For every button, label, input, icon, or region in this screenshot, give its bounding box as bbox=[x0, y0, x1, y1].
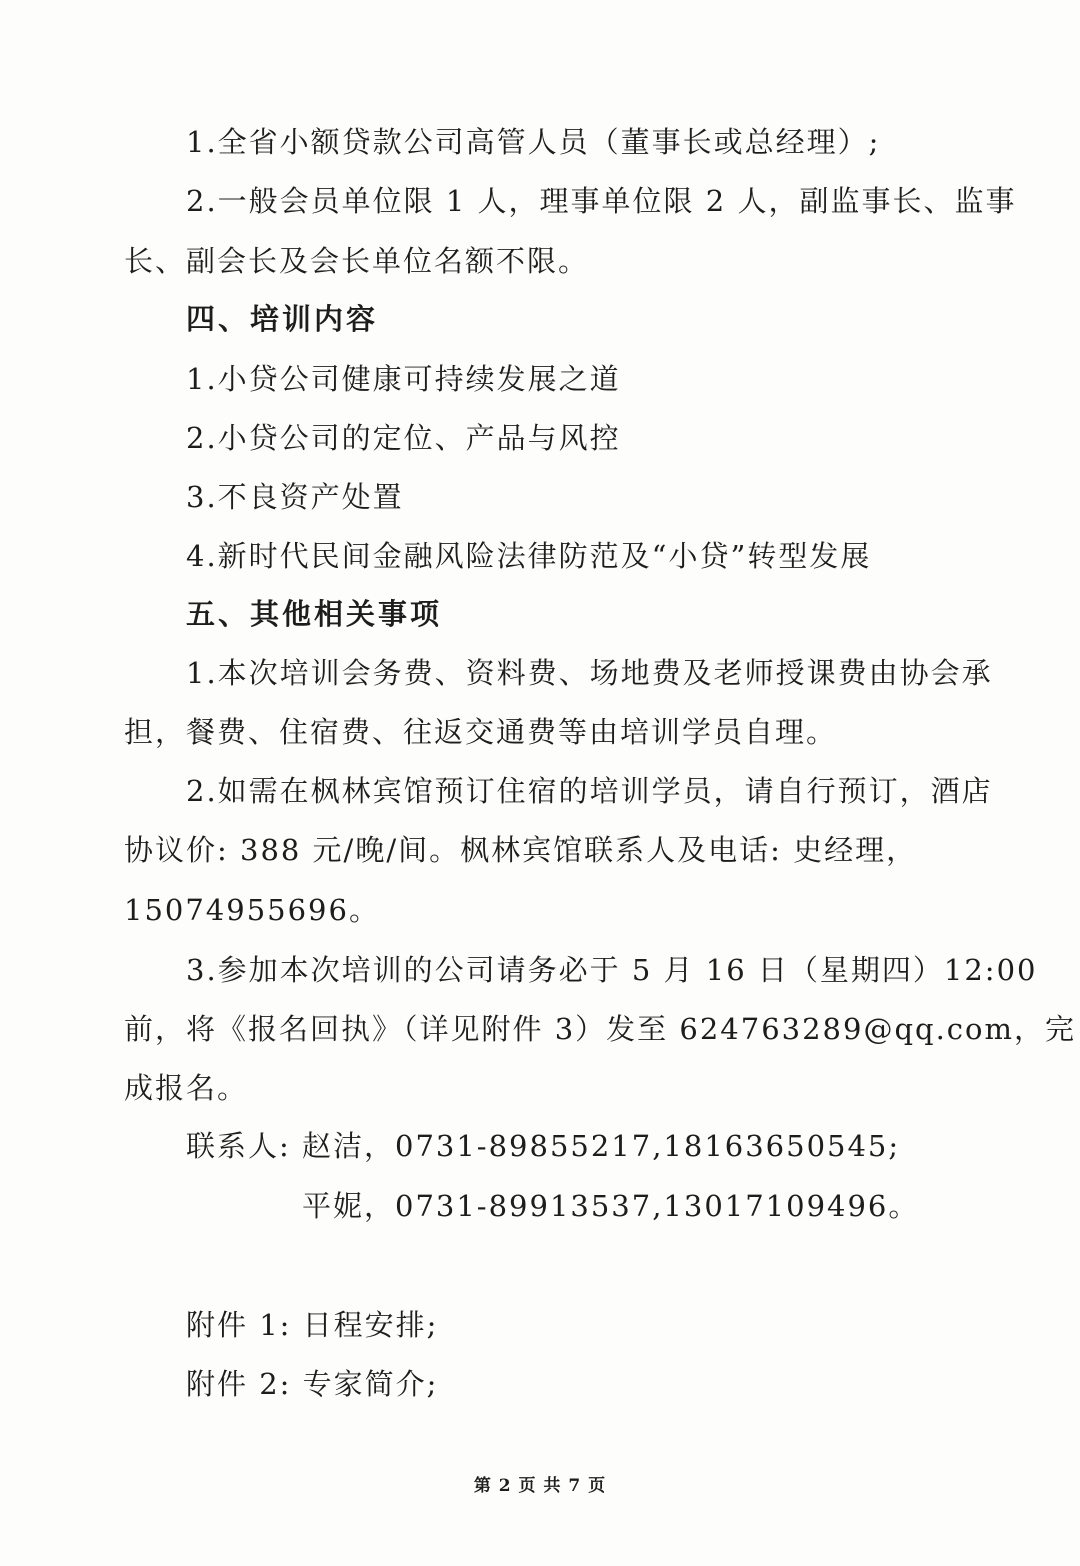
section-5-item-2-line-2: 协议价: 388 元/晚/间。枫林宾馆联系人及电话: 史经理， bbox=[124, 833, 918, 867]
attachment-1: 附件 1: 日程安排; bbox=[186, 1308, 439, 1342]
contacts-label: 联系人: bbox=[186, 1129, 291, 1163]
participants-item-2-line-2: 长、副会长及会长单位名额不限。 bbox=[124, 244, 590, 278]
participants-item-1: 1.全省小额贷款公司高管人员（董事长或总经理）; bbox=[186, 125, 881, 159]
section-5-item-1-line-1: 1.本次培训会务费、资料费、场地费及老师授课费由协会承 bbox=[186, 656, 993, 690]
section-4-item-4: 4.新时代民间金融风险法律防范及“小贷”转型发展 bbox=[186, 539, 872, 573]
section-4-item-1: 1.小贷公司健康可持续发展之道 bbox=[186, 362, 621, 396]
section-5-heading: 五、其他相关事项 bbox=[186, 597, 443, 631]
section-5-item-1-line-2: 担，餐费、住宿费、往返交通费等由培训学员自理。 bbox=[124, 715, 838, 749]
contact-1: 赵洁，0731-89855217,18163650545; bbox=[302, 1129, 901, 1163]
page-number-footer: 第 2 页 共 7 页 bbox=[473, 1476, 607, 1496]
section-5-item-2-line-3: 15074955696。 bbox=[124, 893, 380, 927]
section-4-item-2: 2.小贷公司的定位、产品与风控 bbox=[186, 421, 621, 455]
section-4-heading: 四、培训内容 bbox=[186, 302, 379, 336]
section-5-item-3-line-3: 成报名。 bbox=[124, 1071, 249, 1105]
attachment-2: 附件 2: 专家简介; bbox=[186, 1367, 439, 1401]
section-5-item-3-line-1: 3.参加本次培训的公司请务必于 5 月 16 日（星期四）12:00 bbox=[186, 953, 1038, 987]
contact-2: 平妮，0731-89913537,13017109496。 bbox=[302, 1189, 920, 1223]
section-4-item-3: 3.不良资产处置 bbox=[186, 480, 404, 514]
section-5-item-3-line-2: 前，将《报名回执》（详见附件 3）发至 624763289@qq.com，完 bbox=[124, 1012, 1076, 1046]
participants-item-2-line-1: 2.一般会员单位限 1 人，理事单位限 2 人，副监事长、监事 bbox=[186, 184, 1017, 218]
section-5-item-2-line-1: 2.如需在枫林宾馆预订住宿的培训学员，请自行预订，酒店 bbox=[186, 774, 993, 808]
